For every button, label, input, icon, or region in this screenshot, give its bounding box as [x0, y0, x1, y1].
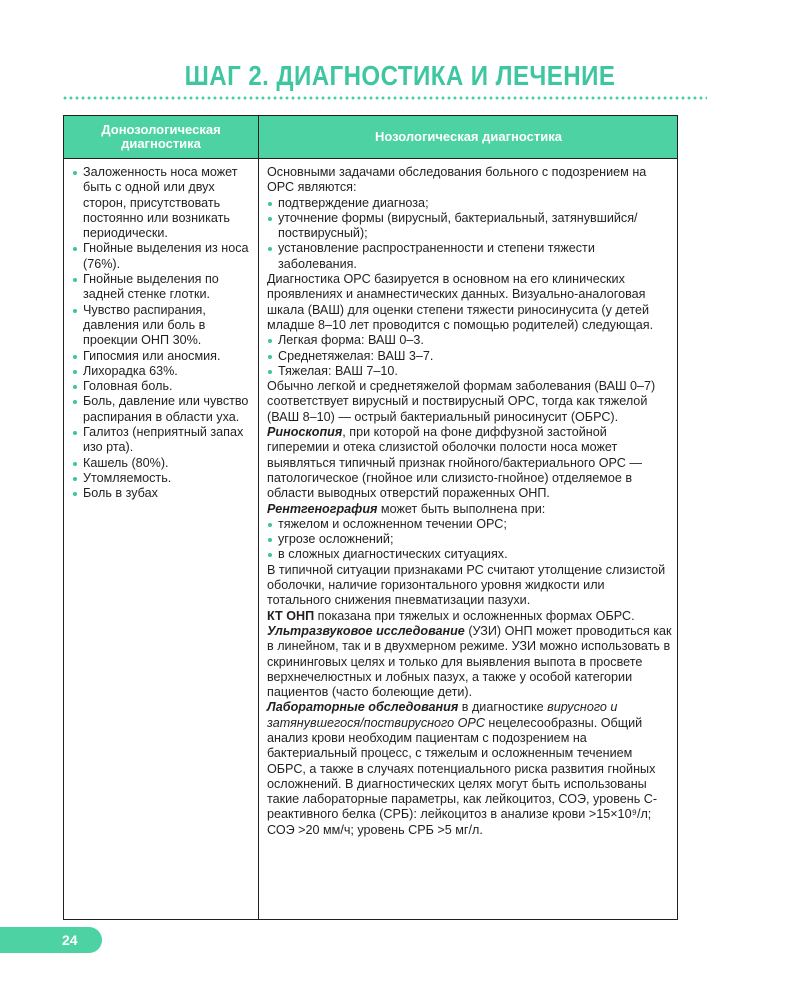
list-item: Заложенность носа может быть с одной или двух сторон, присутствовать постоянно или возникать периодически.: [72, 165, 254, 241]
list-item: Боль в зубах: [72, 486, 254, 501]
list-item: Боль, давление или чувство распирания в области уха.: [72, 394, 254, 425]
list-item: уточнение формы (вирусный, бактериальный, затянувшийся/поствирусный);: [267, 211, 672, 242]
vas-intro: Диагностика ОРС базируется в основном на его клинических проявлениях и анамнестических данных. Визуально-аналоговая шкала (ВАШ) для оценки степени тяжести риносинусита (у детей младше 8–10 лет проводится с помощью родителей) следующая.: [267, 272, 654, 332]
list-item: Легкая форма: ВАШ 0–3.: [267, 333, 672, 348]
list-item: тяжелом и осложненном течении ОРС;: [267, 517, 672, 532]
list-item: Лихорадка 63%.: [72, 364, 254, 379]
list-item: Среднетяжелая: ВАШ 3–7.: [267, 349, 672, 364]
rhinoscopy-text: , при которой на фоне диффузной застойной гиперемии и отека слизистой оболочки полости носа может выявляться типичный признак гнойного/бактериального ОРС — патологическое (гнойное или слизисто-гнойное) отделяемое в области выводных отверстий пораженных ОНП.: [267, 425, 642, 501]
page-title: ШАГ 2. ДИАГНОСТИКА И ЛЕЧЕНИЕ: [184, 60, 616, 91]
list-item: Галитоз (неприятный запах изо рта).: [72, 425, 254, 456]
rhinoscopy-paragraph: [267, 425, 672, 501]
list-item: Тяжелая: ВАШ 7–10.: [267, 364, 672, 379]
diagnostics-table: [63, 115, 678, 920]
dotted-divider: [62, 96, 707, 100]
list-item: Утомляемость.: [72, 471, 254, 486]
column-header-prenosological: Донозологическая диагностика: [101, 122, 221, 151]
list-item: Гнойные выделения из носа (76%).: [72, 241, 254, 272]
lab-paragraph: [267, 700, 672, 838]
page-number: 24: [0, 927, 102, 953]
ultrasound-paragraph: [267, 624, 672, 700]
lab-text-2: нецелесообразны. Общий анализ крови необходим пациентам с подозрением на бактериальный процесс, с тяжелым и осложненным течением ОБРС, а также в случаях потенциального риска развития гнойных осложнений. В диагностических целях могут быть использованы такие лабораторные параметры, как лейкоцитоз, СОЭ, уровень С-реактивного белка (СРБ): лейкоцитоз в анализе крови >15×10⁹/л; СОЭ >20 мм/ч; уровень СРБ >5 мг/л.: [267, 715, 658, 837]
ct-text: показана при тяжелых и осложненных формах ОБРС.: [314, 608, 635, 623]
xray-text: может быть выполнена при:: [377, 501, 546, 516]
list-item: Гипосмия или аносмия.: [72, 349, 254, 364]
vas-note: Обычно легкой и среднетяжелой формам заболевания (ВАШ 0–7) соответствует вирусный и поствирусный ОРС, тогда как тяжелой (ВАШ 8–10) — острый бактериальный риносинусит (ОБРС).: [267, 379, 656, 424]
list-item: Чувство распирания, давления или боль в проекции ОНП 30%.: [72, 303, 254, 349]
xray-paragraph: [267, 502, 672, 517]
ultrasound-title: Ультразвуковое исследование: [267, 623, 465, 638]
exam-intro: Основными задачами обследования больного с подозрением на ОРС являются:: [267, 165, 647, 195]
column-header-nosological: Нозологическая диагностика: [375, 129, 562, 144]
xray-title: Рентгенография: [267, 501, 378, 516]
nosological-column: [267, 165, 672, 838]
list-item: Кашель (80%).: [72, 456, 254, 471]
rhinoscopy-title: Риноскопия: [267, 425, 343, 440]
list-item: Головная боль.: [72, 379, 254, 394]
xray-note: В типичной ситуации признаками РС считают утолщение слизистой оболочки, наличие горизонтального уровня жидкости или тотального снижения пневматизации пазухи.: [267, 562, 666, 608]
list-item: Гнойные выделения по задней стенке глотки.: [72, 272, 254, 303]
lab-italic: вирусного и затянувшегося/поствирусного ОРС: [267, 700, 618, 730]
lab-title: Лабораторные обследования: [267, 700, 459, 715]
lab-text-1: в диагностике: [458, 700, 548, 715]
list-item: угрозе осложнений;: [267, 532, 672, 547]
prenosological-column: [72, 165, 254, 502]
ultrasound-text: (УЗИ) ОНП может проводиться как в линейном, так и в двухмерном режиме. УЗИ можно использовать в скрининговых целях и только для выявления выпота в просвете верхнечелюстных и лобных пазух, а также у особой категории пациентов (часто болеющие дети).: [267, 623, 672, 700]
list-item: в сложных диагностических ситуациях.: [267, 547, 672, 562]
list-item: установление распространенности и степени тяжести заболевания.: [267, 241, 672, 272]
ct-title: КТ ОНП: [267, 608, 315, 623]
column-divider: [258, 116, 259, 919]
list-item: подтверждение диагноза;: [267, 196, 672, 211]
ct-paragraph: [267, 609, 672, 624]
